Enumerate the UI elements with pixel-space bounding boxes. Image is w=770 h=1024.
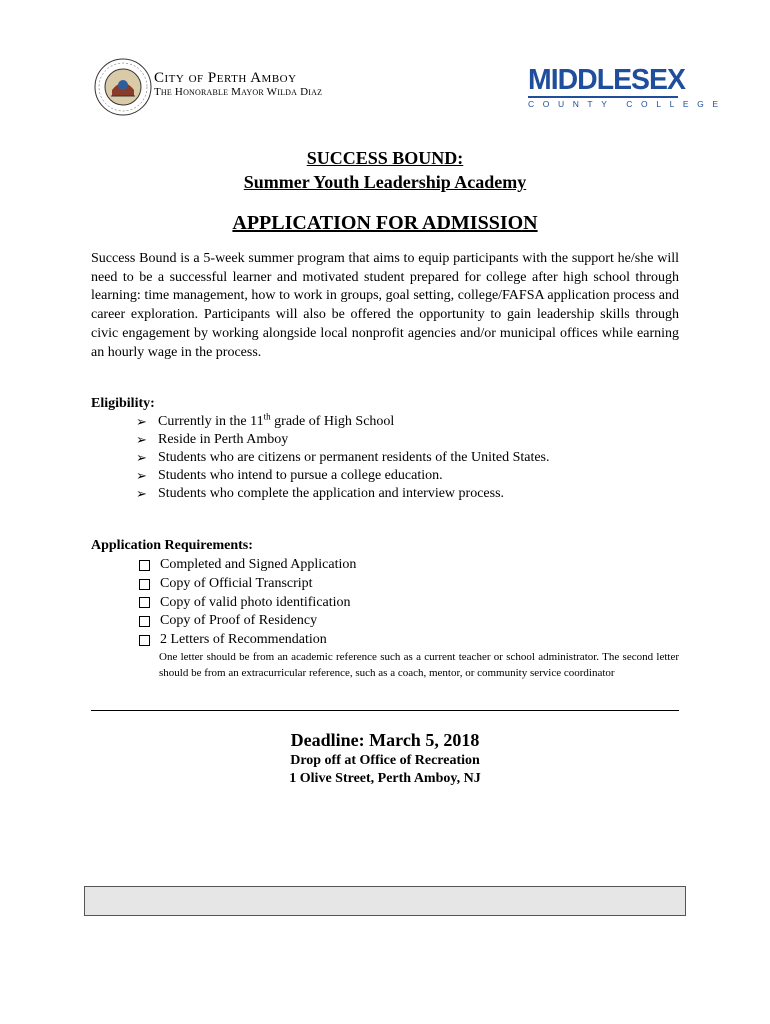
requirements-list [139,556,356,650]
city-seal-icon [94,58,152,116]
checkbox[interactable] [139,560,150,571]
title-academy: Summer Youth Leadership Academy [243,172,527,192]
list-item-text: 2 Letters of Recommendation [160,632,327,648]
dropoff-info [0,752,770,788]
list-item[interactable] [139,556,356,575]
list-item-text: Students who complete the application and interview process. [158,486,505,501]
list-item [136,413,550,431]
title-application: APPLICATION FOR ADMISSION [232,212,538,234]
city-name: City of Perth Amboy [154,70,297,86]
list-item-text: Copy of Official Transcript [160,575,313,591]
intro-paragraph: Success Bound is a 5-week summer program that aims to equip participants with the support he/she will need to be a successful learner and motivated student prepared for college after high school through learning: time management, how to work in groups, goal setting, college/FAFSA application process and career exploration. Participants will also be offered the opportunity to gain leadership skills through civic engagement by working alongside local nonprofit agencies and/or municipal offices while earning an hourly wage in the process. [91,251,679,360]
list-item-text: Copy of valid photo identification [160,594,351,610]
arrow-bullet-icon: ➢ [136,432,147,447]
arrow-bullet-icon: ➢ [136,414,147,429]
college-logo-bar [528,96,678,98]
requirements-heading: Application Requirements: [91,538,253,553]
footer-form-field[interactable] [84,886,686,916]
arrow-bullet-icon: ➢ [136,450,147,465]
list-item-text: Currently in the 11th grade of High School [158,411,395,429]
arrow-bullet-icon: ➢ [136,468,147,483]
checkbox[interactable] [139,616,150,627]
list-item [136,431,550,449]
list-item [136,449,550,467]
list-item[interactable] [139,612,356,631]
list-item-text: Completed and Signed Application [160,557,357,572]
list-item-text: Students who intend to pursue a college education. [158,468,443,483]
title-success-bound: SUCCESS BOUND: [306,148,464,168]
eligibility-heading: Eligibility: [91,396,155,411]
city-heading [154,70,322,99]
mayor-line: The Honorable Mayor Wilda Diaz [154,86,323,98]
list-item[interactable] [139,594,356,613]
divider [91,710,679,711]
college-logo [528,64,727,110]
list-item [136,467,550,485]
eligibility-list [136,413,550,503]
list-item-text: Copy of Proof of Residency [160,613,318,629]
list-item-text: Students who are citizens or permanent residents of the United States. [158,450,550,465]
list-item [136,485,550,503]
checkbox[interactable] [139,635,150,646]
dropoff-line-1: Drop off at Office of Recreation [290,753,480,768]
deadline-heading: Deadline: March 5, 2018 [290,730,480,750]
college-logo-top: MIDDLESEX [528,64,685,96]
checkbox[interactable] [139,579,150,590]
college-logo-bottom: COUNTY COLLEGE [528,99,727,109]
arrow-bullet-icon: ➢ [136,486,147,501]
dropoff-line-2: 1 Olive Street, Perth Amboy, NJ [289,771,481,786]
checkbox[interactable] [139,597,150,608]
list-item-text: Reside in Perth Amboy [158,432,289,447]
list-item[interactable] [139,631,356,650]
recommendation-note: One letter should be from an academic reference such as a current teacher or school administrator. The second letter should be from an extracurricular reference, such as a coach, mentor, or community service coordinator [159,651,679,679]
list-item[interactable] [139,575,356,594]
